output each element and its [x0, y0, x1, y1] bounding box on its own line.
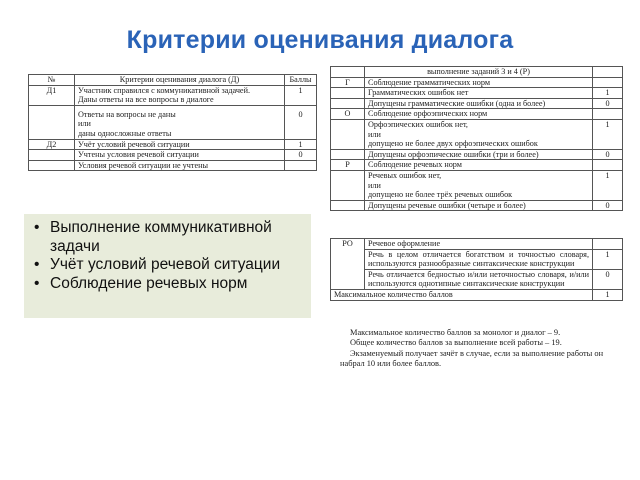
criterion-text: Условия речевой ситуации не учтены	[75, 160, 285, 171]
criterion-code: Д2	[29, 139, 75, 150]
criterion-text: Грамматических ошибок нет	[365, 88, 593, 99]
table-row	[331, 289, 623, 300]
table-row	[331, 239, 623, 250]
criterion-code: РО	[331, 239, 365, 290]
table-row	[331, 200, 623, 211]
criterion-score: 0	[593, 149, 623, 160]
criterion-text: Речь в целом отличается богатством и точностью словаря, используются разнообразные синтаксические конструкции	[365, 249, 593, 269]
table-row	[331, 249, 623, 269]
dialog-criteria-table	[28, 74, 317, 171]
criterion-text: Соблюдение речевых норм	[365, 160, 593, 171]
table-row	[29, 139, 317, 150]
table-row	[29, 160, 317, 171]
criterion-text: Соблюдение грамматических норм	[365, 77, 593, 88]
criterion-score: 1	[593, 249, 623, 269]
table-row	[331, 269, 623, 289]
column-header: выполнение заданий 3 и 4 (Р)	[365, 67, 593, 78]
criteria-summary-box	[24, 214, 311, 318]
criterion-text: Орфоэпических ошибок нет, или допущено не более двух орфоэпических ошибок	[365, 119, 593, 149]
bullet-icon: •	[34, 219, 40, 236]
criterion-score: 1	[593, 119, 623, 149]
table-row	[331, 160, 623, 171]
speech-design-table	[330, 238, 623, 301]
speech-norms-table	[330, 66, 623, 211]
criterion-code: Р	[331, 160, 365, 171]
note-line: Экзаменуемый получает зачёт в случае, если за выполнение работы он набрал 10 или более баллов.	[340, 348, 604, 369]
criterion-text: Учтены условия речевой ситуации	[75, 150, 285, 161]
page-title: Критерии оценивания диалога	[126, 26, 514, 54]
table-header-row	[331, 67, 623, 78]
criterion-text: Речевое оформление	[365, 239, 593, 250]
criterion-score: 1	[285, 139, 317, 150]
criterion-score	[593, 109, 623, 120]
column-header: Критерии оценивания диалога (Д)	[75, 75, 285, 86]
criterion-code: Г	[331, 77, 365, 88]
list-item: • Учёт условий речевой ситуации	[34, 256, 281, 273]
criterion-code: О	[331, 109, 365, 120]
note-line: Максимальное количество баллов за монолог и диалог – 9.	[350, 328, 561, 337]
bullet-icon: •	[34, 256, 40, 273]
criterion-text: Учёт условий речевой ситуации	[75, 139, 285, 150]
max-score-label: Максимальное количество баллов	[331, 289, 593, 300]
table-row	[331, 170, 623, 200]
table-row	[331, 98, 623, 109]
table-row	[331, 77, 623, 88]
table-row	[29, 150, 317, 161]
criterion-text: Ответы на вопросы не даны или даны односложные ответы	[75, 105, 285, 139]
table-header-row	[29, 75, 317, 86]
table-row	[331, 109, 623, 120]
criterion-text: Допущены грамматические ошибки (одна и более)	[365, 98, 593, 109]
bullet-icon: •	[34, 274, 40, 292]
criterion-score: 1	[593, 88, 623, 99]
criterion-text: Речь отличается бедностью и/или неточностью словаря, и/или используются однотипные синтаксические конструкции	[365, 269, 593, 289]
criterion-code	[29, 150, 75, 161]
list-item: • Соблюдение речевых норм	[34, 274, 248, 292]
criterion-score	[593, 160, 623, 171]
criterion-text: Допущены речевые ошибки (четыре и более)	[365, 200, 593, 211]
criterion-score: 0	[285, 105, 317, 139]
criterion-text: Соблюдение орфоэпических норм	[365, 109, 593, 120]
criterion-score: 0	[285, 150, 317, 161]
scoring-notes	[340, 328, 625, 370]
criterion-score: 1	[593, 170, 623, 200]
criterion-score: 0	[593, 269, 623, 289]
criterion-score	[593, 77, 623, 88]
table-row	[29, 85, 317, 105]
list-item: • Выполнение коммуникативной задачи	[34, 219, 272, 255]
criterion-text: Речевых ошибок нет, или допущено не более трёх речевых ошибок	[365, 170, 593, 200]
column-header: Баллы	[285, 75, 317, 86]
criterion-score: 0	[593, 200, 623, 211]
criterion-score	[285, 160, 317, 171]
criterion-code: Д1	[29, 85, 75, 105]
criterion-score: 1	[285, 85, 317, 105]
criterion-code	[29, 105, 75, 139]
criterion-score	[593, 239, 623, 250]
criteria-list	[30, 219, 305, 293]
criterion-code	[29, 160, 75, 171]
criterion-text: Участник справился с коммуникативной задачей. Даны ответы на все вопросы в диалоге	[75, 85, 285, 105]
table-row	[331, 149, 623, 160]
table-row	[331, 119, 623, 149]
note-line: Общее количество баллов за выполнение всей работы – 19.	[350, 338, 562, 348]
table-row	[331, 88, 623, 99]
table-row	[29, 105, 317, 139]
criterion-score: 0	[593, 98, 623, 109]
column-header: №	[29, 75, 75, 86]
max-score-value: 1	[593, 289, 623, 300]
criterion-text: Допущены орфоэпические ошибки (три и более)	[365, 149, 593, 160]
